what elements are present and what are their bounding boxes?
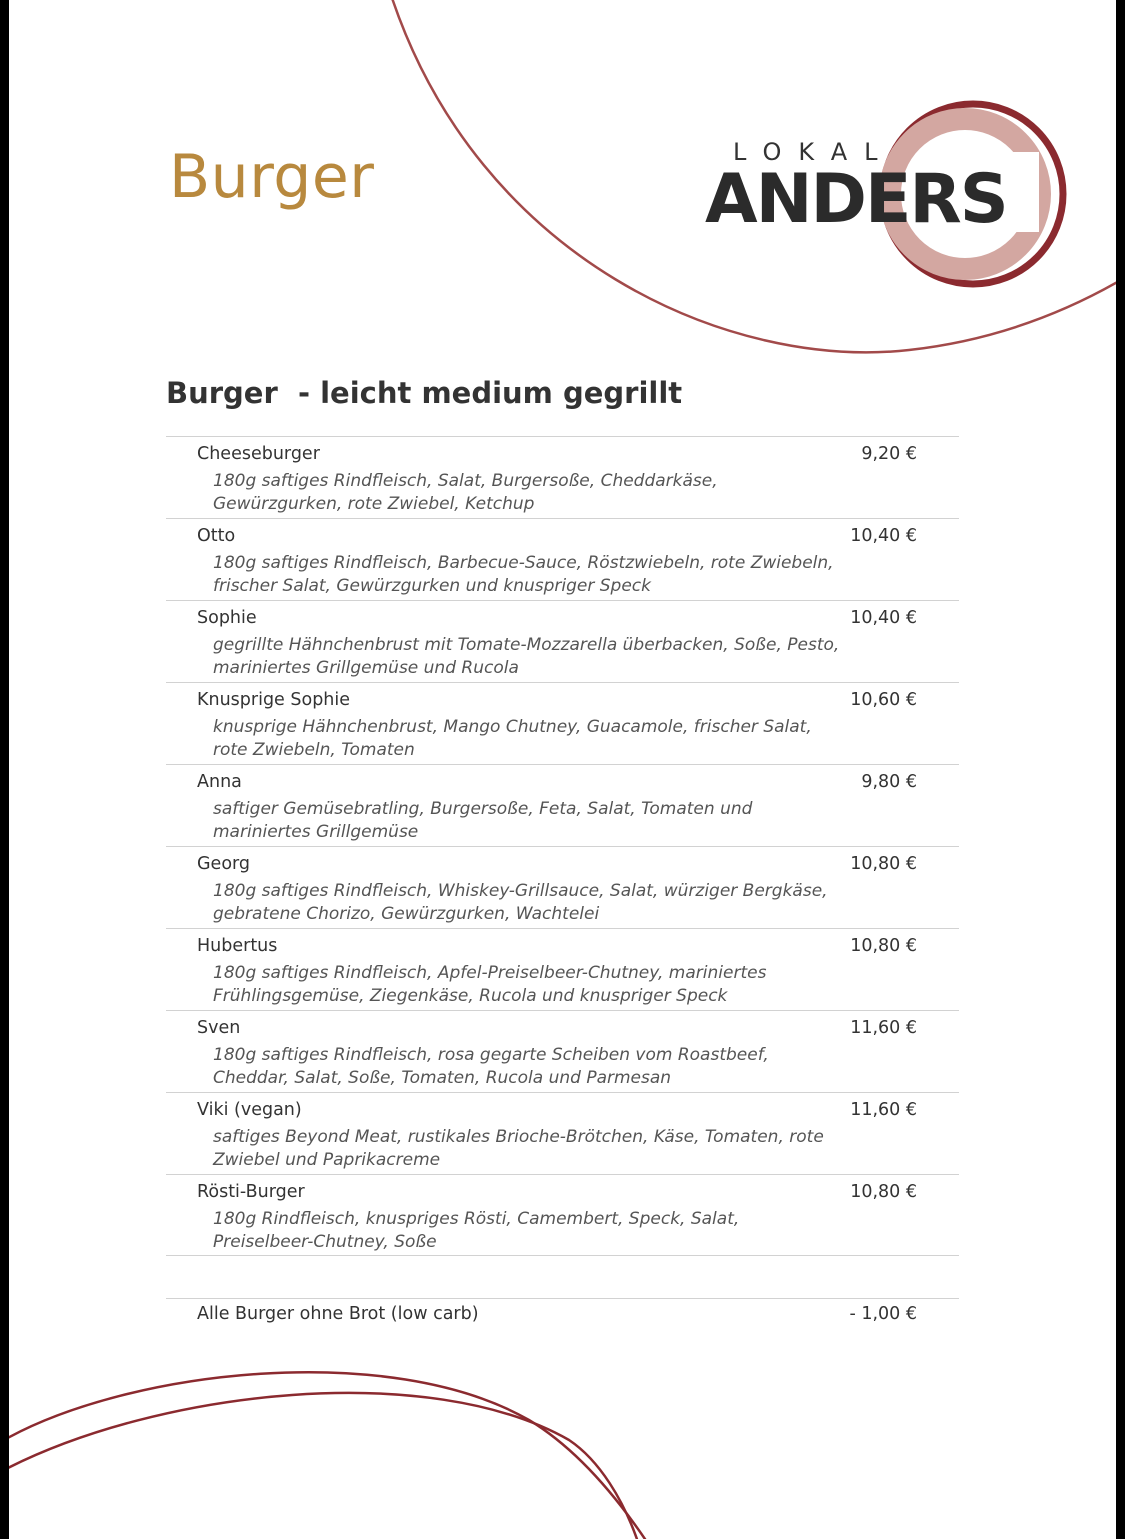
item-name: Sophie (197, 608, 257, 628)
item-name: Knusprige Sophie (197, 690, 351, 710)
item-price: 10,80 € (850, 854, 917, 874)
menu-item (166, 1092, 959, 1174)
item-name: Otto (197, 526, 236, 546)
item-description: saftiges Beyond Meat, rustikales Brioche-Brötchen, Käse, Tomaten, rote Zwiebel und Paprikacreme (213, 1127, 824, 1170)
item-description: knusprige Hähnchenbrust, Mango Chutney, Guacamole, frischer Salat, rote Zwiebeln, Tomaten (213, 717, 812, 760)
item-description: saftiger Gemüsebratling, Burgersoße, Feta, Salat, Tomaten und mariniertes Grillgemüse (213, 799, 753, 842)
item-description: gegrillte Hähnchenbrust mit Tomate-Mozzarella überbacken, Soße, Pesto, mariniertes Grillgemüse und Rucola (213, 635, 840, 678)
menu-item (166, 1174, 959, 1256)
item-price: 9,80 € (861, 772, 917, 792)
item-description: 180g saftiges Rindfleisch, Barbecue-Sauce, Röstzwiebeln, rote Zwiebeln, frischer Salat, Gewürzgurken und knuspriger Speck (213, 553, 834, 596)
item-price: 10,80 € (850, 1182, 917, 1202)
logo-anders-text: ANDERS (705, 160, 1007, 239)
item-price: 10,40 € (850, 608, 917, 628)
menu-item (166, 1010, 959, 1092)
menu-item (166, 682, 959, 764)
item-name: Anna (197, 772, 242, 792)
page-title: Burger (169, 142, 375, 212)
menu-page (9, 0, 1116, 1539)
item-description: 180g Rindfleisch, knuspriges Rösti, Camembert, Speck, Salat, Preiselbeer-Chutney, Soße (213, 1209, 740, 1252)
menu-item (166, 600, 959, 682)
logo-lokal-text: LOKAL (733, 138, 895, 166)
low-carb-label: Alle Burger ohne Brot (low carb) (197, 1304, 479, 1324)
item-price: 10,60 € (850, 690, 917, 710)
item-name: Georg (197, 854, 251, 874)
menu-item (166, 846, 959, 928)
section-heading: Burger - leicht medium gegrillt (166, 376, 683, 410)
menu-item (166, 436, 959, 518)
low-carb-option-row (166, 1298, 959, 1338)
low-carb-price: - 1,00 € (849, 1304, 917, 1324)
restaurant-logo (699, 98, 1069, 298)
menu-item (166, 518, 959, 600)
item-price: 11,60 € (850, 1018, 917, 1038)
item-price: 9,20 € (861, 444, 917, 464)
item-name: Rösti-Burger (197, 1182, 305, 1202)
bottom-arc-1 (9, 1372, 649, 1539)
menu-list (166, 436, 959, 1256)
item-price: 10,40 € (850, 526, 917, 546)
menu-item (166, 928, 959, 1010)
item-name: Hubertus (197, 936, 278, 956)
menu-item (166, 764, 959, 846)
item-description: 180g saftiges Rindfleisch, Whiskey-Grillsauce, Salat, würziger Bergkäse, gebratene Chorizo, Gewürzgurken, Wachtelei (213, 881, 828, 924)
bottom-arc-2 (9, 1393, 639, 1539)
item-description: 180g saftiges Rindfleisch, Apfel-Preiselbeer-Chutney, mariniertes Frühlingsgemüse, Ziegenkäse, Rucola und knuspriger Speck (213, 963, 767, 1006)
item-description: 180g saftiges Rindfleisch, Salat, Burgersoße, Cheddarkäse, Gewürzgurken, rote Zwiebel, Ketchup (213, 471, 718, 514)
item-description: 180g saftiges Rindfleisch, rosa gegarte Scheiben vom Roastbeef, Cheddar, Salat, Soße, Tomaten, Rucola und Parmesan (213, 1045, 769, 1088)
item-name: Sven (197, 1018, 241, 1038)
item-name: Viki (vegan) (197, 1100, 302, 1120)
item-price: 10,80 € (850, 936, 917, 956)
item-price: 11,60 € (850, 1100, 917, 1120)
item-name: Cheeseburger (197, 444, 320, 464)
